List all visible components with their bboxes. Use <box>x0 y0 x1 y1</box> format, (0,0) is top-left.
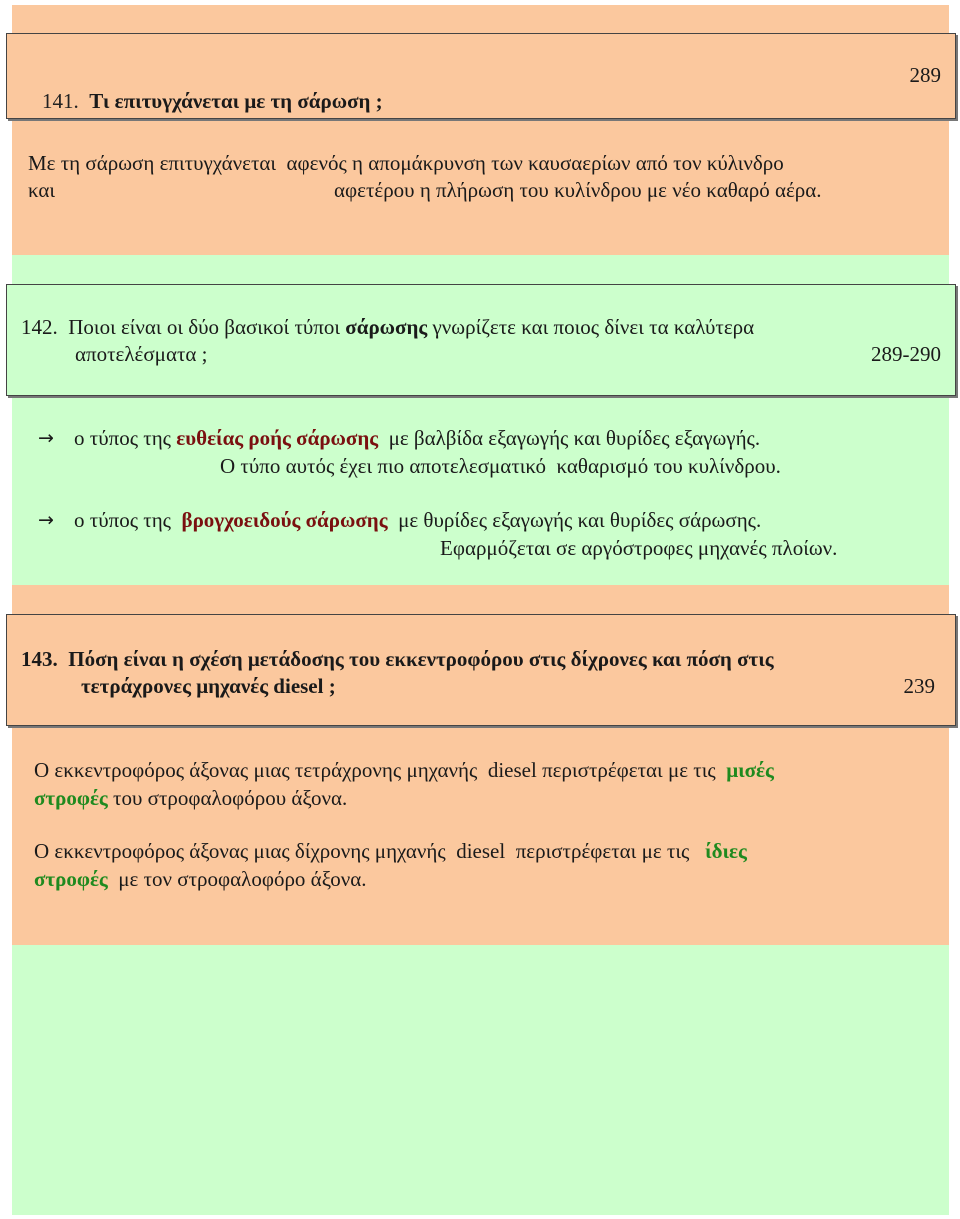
answer-143-par1-text: Ο εκκεντροφόρος άξονας μιας τετράχρονης μηχανής diesel περιστρέφεται με τις <box>34 758 727 782</box>
question-143-page: 239 <box>903 674 935 698</box>
answer-142-item1-line1 <box>74 425 760 451</box>
question-141-box <box>6 33 956 119</box>
answer-142-item1-suffix: με βαλβίδα εξαγωγής και θυρίδες εξαγωγής. <box>378 426 761 450</box>
arrow-right-icon: → <box>38 509 54 531</box>
answer-143-par2-line2 <box>34 866 367 892</box>
question-142-page: 289-290 <box>871 342 941 366</box>
question-143-line1 <box>21 646 774 672</box>
question-142-text-a: Ποιοι είναι οι δύο βασικοί τύποι <box>68 315 346 339</box>
question-141-text <box>21 62 383 140</box>
answer-143-par1-term: μισές <box>726 758 774 782</box>
answer-141-line2-start: και <box>28 178 56 202</box>
answer-142-item2-prefix: ο τύπος της <box>74 508 182 532</box>
section-bottom-background <box>12 945 949 1215</box>
answer-141-line1: Με τη σάρωση επιτυγχάνεται αφενός η απομάκρυνση των καυσαερίων από τον κύλινδρο <box>28 151 784 175</box>
answer-142-item1-line2: Ο τύπο αυτός έχει πιο αποτελεσματικό καθαρισμό του κυλίνδρου. <box>220 454 781 478</box>
answer-142-item2-term: βρογχοειδούς σάρωσης <box>181 508 388 532</box>
answer-142-item2-suffix: με θυρίδες εξαγωγής και θυρίδες σάρωσης. <box>387 508 762 532</box>
answer-143-par1-term2: στροφές <box>34 786 108 810</box>
question-143-number: 143. <box>21 647 58 671</box>
question-143-text: Πόση είναι η σχέση μετάδοσης του εκκεντροφόρου στις δίχρονες και πόση στις <box>68 647 774 671</box>
answer-143-par2-suffix: με τον στροφαλοφόρο άξονα. <box>107 867 367 891</box>
answer-142-item1-term: ευθείας ροής σάρωσης <box>176 426 379 450</box>
question-141-title: Τι επιτυγχάνεται με τη σάρωση ; <box>89 89 383 113</box>
question-142-text-b: γνωρίζετε και ποιος δίνει τα καλύτερα <box>427 315 755 339</box>
answer-143-par1-suffix: του στροφαλοφόρου άξονα. <box>107 786 348 810</box>
question-141-number: 141. <box>42 89 79 113</box>
question-142-line2: αποτελέσματα ; <box>75 342 208 366</box>
question-142-keyword: σάρωσης <box>345 315 428 339</box>
answer-143-par2-text: Ο εκκεντροφόρος άξονας μιας δίχρονης μηχανής diesel περιστρέφεται με τις <box>34 839 706 863</box>
arrow-right-icon: → <box>38 427 54 449</box>
question-142-box <box>6 284 956 396</box>
question-142-number: 142. <box>21 315 58 339</box>
answer-143-par1-line2 <box>34 785 347 811</box>
answer-142-item1-prefix: ο τύπος της <box>74 426 177 450</box>
answer-143-par2-line1 <box>34 838 747 864</box>
answer-142-item2-line1 <box>74 507 761 533</box>
question-143-line2: τετράχρονες μηχανές diesel ; <box>81 674 336 698</box>
answer-142-item2-line2: Εφαρμόζεται σε αργόστροφες μηχανές πλοίων. <box>440 536 838 560</box>
answer-143-par1-line1 <box>34 757 774 783</box>
answer-143-par2-term: ίδιες <box>705 839 747 863</box>
answer-143-par2-term2: στροφές <box>34 867 108 891</box>
question-141-page: 289 <box>909 63 941 87</box>
question-142-line1 <box>21 314 754 340</box>
answer-141-line2-end: αφετέρου η πλήρωση του κυλίνδρου με νέο καθαρό αέρα. <box>334 178 822 202</box>
question-143-box <box>6 614 956 726</box>
